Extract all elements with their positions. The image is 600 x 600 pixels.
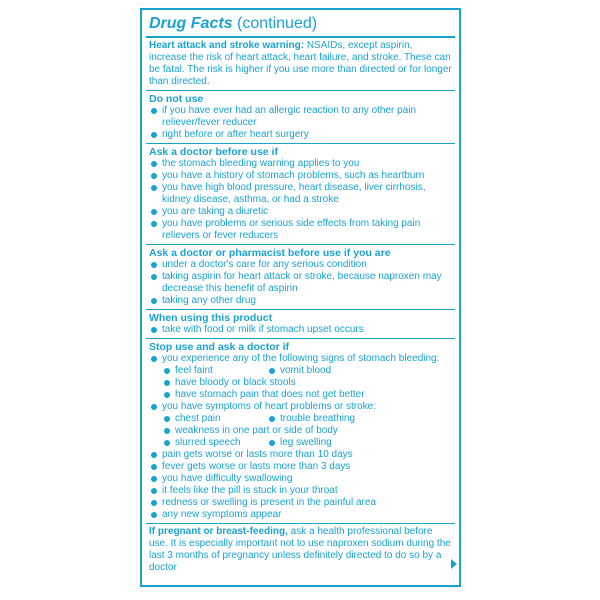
list-item: fever gets worse or lasts more than 3 days	[149, 461, 452, 473]
list-item: under a doctor's care for any serious condition	[149, 259, 452, 271]
heart-warning-body: NSAIDs, except aspirin, increase the risk of heart attack, heart failure, and stroke. These can be fatal. The risk is higher if you use more than directed or for longer than directed.	[149, 40, 452, 87]
ask-doctor-heading: Ask a doctor before use if	[149, 146, 278, 158]
list-item: taking aspirin for heart attack or stroke, because naproxen may decrease this benefit of aspirin	[149, 271, 452, 295]
when-using-heading: When using this product	[149, 312, 273, 324]
list-item: you are taking a diuretic	[149, 206, 452, 218]
pregnant-section	[146, 523, 455, 576]
list-item: pain gets worse or lasts more than 10 days	[149, 449, 452, 461]
panel-title	[149, 15, 455, 33]
list-item: chest pain	[175, 413, 221, 424]
list-item: trouble breathing	[267, 413, 355, 425]
list-item: you experience any of the following signs of stomach bleeding:	[149, 353, 452, 365]
list-item: leg swelling	[267, 437, 332, 449]
stop-use-section	[146, 338, 455, 523]
list-item: if you have ever had an allergic reaction to any other pain reliever/fever reducer	[149, 105, 452, 129]
list-item: have stomach pain that does not get better	[162, 389, 452, 401]
drug-facts-panel	[137, 5, 464, 590]
list-item: vomit blood	[267, 365, 331, 377]
list-item-pair	[162, 437, 452, 449]
title-bold: Drug Facts	[149, 15, 233, 32]
list-item-pair	[162, 413, 452, 425]
list-item: you have a history of stomach problems, such as heartburn	[149, 170, 452, 182]
list-item: have bloody or black stools	[162, 377, 452, 389]
pregnant-body: ask a health professional before use. It is especially important not to use naproxen sodium during the last 3 months of pregnancy unless definitely directed to do so by a doctor	[149, 526, 451, 573]
ask-pharmacist-heading: Ask a doctor or pharmacist before use if you are	[149, 247, 391, 259]
list-item: you have symptoms of heart problems or stroke:	[149, 401, 452, 413]
ask-pharmacist-section	[146, 244, 455, 309]
list-item: weakness in one part or side of body	[162, 425, 452, 437]
list-item: any new symptoms appear	[149, 509, 452, 521]
next-page-arrow-icon	[451, 559, 457, 569]
ask-doctor-section	[146, 143, 455, 244]
title-rest: (continued)	[232, 15, 318, 32]
list-item: you have high blood pressure, heart disease, liver cirrhosis, kidney disease, asthma, or had a stroke	[149, 182, 452, 206]
list-item: redness or swelling is present in the painful area	[149, 497, 452, 509]
stop-use-heading: Stop use and ask a doctor if	[149, 341, 290, 353]
heart-warning-section	[146, 36, 455, 90]
list-item: right before or after heart surgery	[149, 129, 452, 141]
list-item: you have problems or serious side effects from taking pain relievers or fever reducers	[149, 218, 452, 242]
do-not-use-section	[146, 90, 455, 143]
pregnant-text	[149, 526, 452, 574]
list-item: take with food or milk if stomach upset occurs	[149, 324, 452, 336]
do-not-use-heading: Do not use	[149, 93, 204, 105]
drug-facts-box	[140, 8, 461, 587]
heart-warning-text	[149, 40, 452, 88]
list-item-pair	[162, 365, 452, 377]
list-item: the stomach bleeding warning applies to you	[149, 158, 452, 170]
list-item: taking any other drug	[149, 295, 452, 307]
list-item: you have difficulty swallowing	[149, 473, 452, 485]
list-item: it feels like the pill is stuck in your throat	[149, 485, 452, 497]
heart-warning-heading: Heart attack and stroke warning:	[149, 40, 305, 51]
when-using-section	[146, 309, 455, 338]
list-item: feel faint	[175, 365, 213, 376]
pregnant-heading: If pregnant or breast-feeding,	[149, 526, 288, 537]
list-item: slurred speech	[175, 437, 241, 448]
